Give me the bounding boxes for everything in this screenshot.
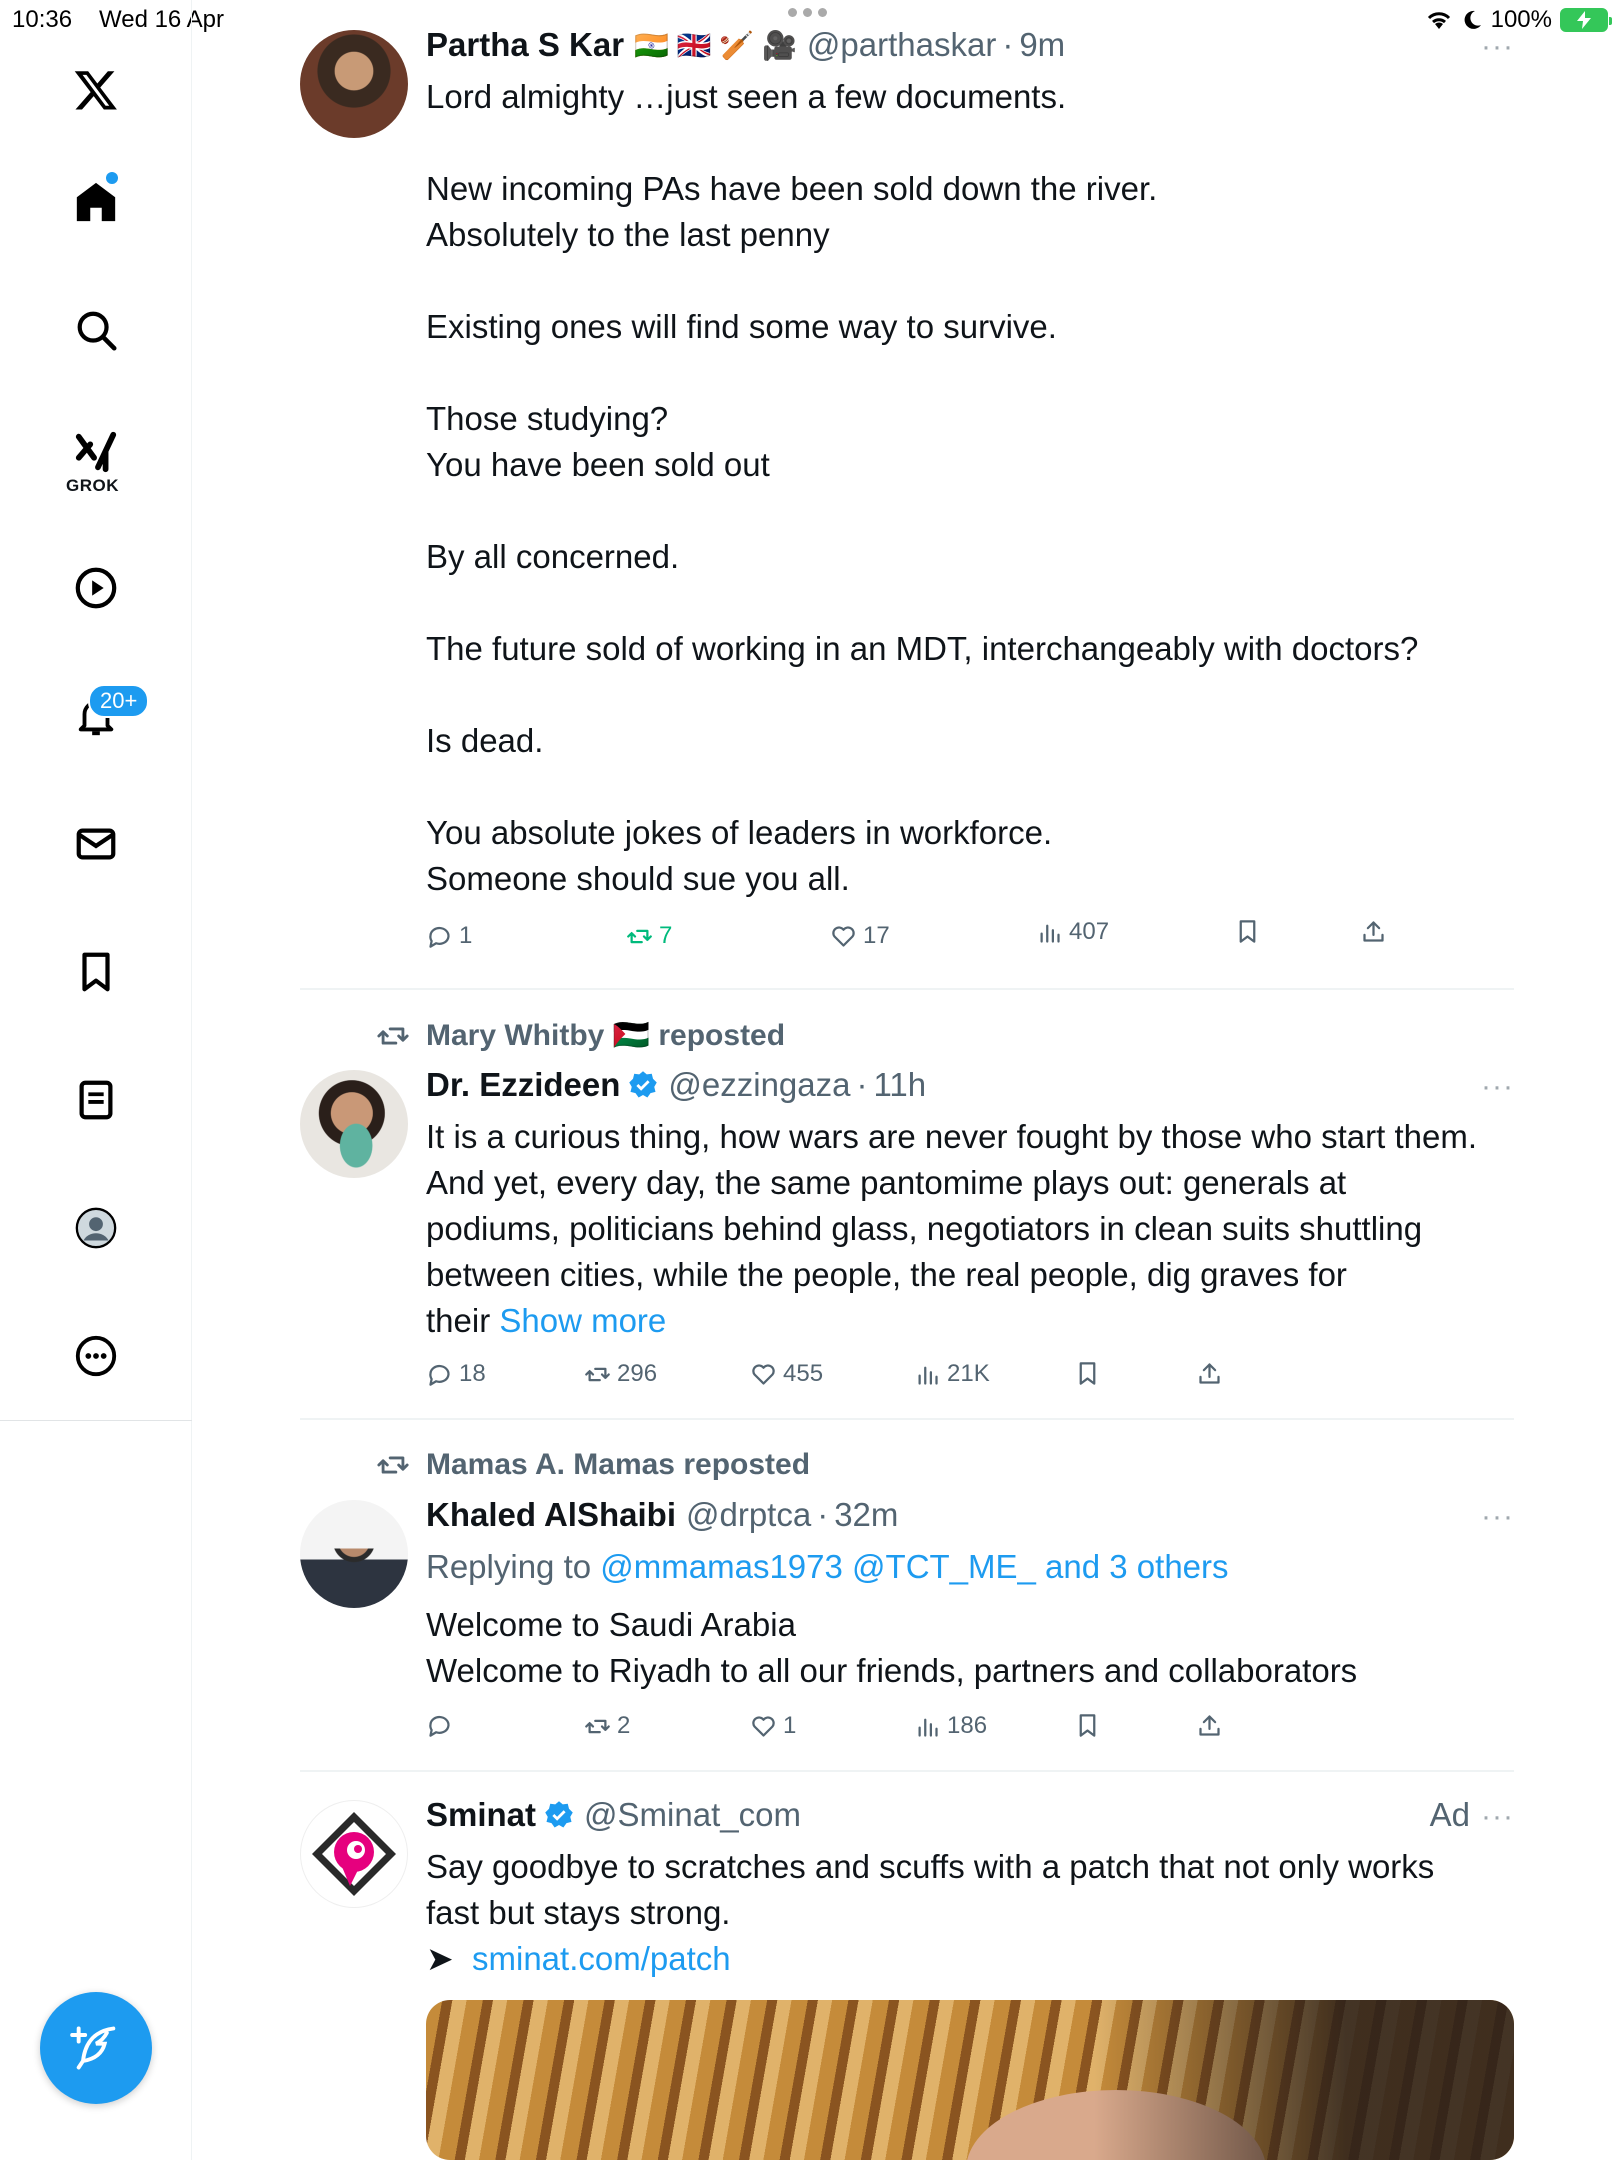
repost-count: 296 xyxy=(617,1360,658,1387)
author-handle[interactable]: @parthaskar xyxy=(806,26,997,63)
tweet-line: You have been sold out xyxy=(426,446,770,483)
reply-count: 18 xyxy=(459,1360,486,1387)
tweet[interactable] xyxy=(300,990,1514,1420)
view-count: 21K xyxy=(947,1360,990,1387)
tweet-header: Dr. Ezzideen @ezzingaza · 11h xyxy=(426,1066,927,1103)
tweet-text xyxy=(426,74,1514,902)
ad-media-image[interactable] xyxy=(426,2000,1514,2160)
tweet-line: It is a curious thing, how wars are never fought by those who start them. xyxy=(426,1118,1478,1155)
reposted-by[interactable] xyxy=(426,1448,810,1482)
tweet-time[interactable]: 32m xyxy=(834,1496,899,1533)
verified-badge-icon xyxy=(628,1070,658,1100)
reply-icon xyxy=(426,1712,453,1739)
tweet-line: Those studying? xyxy=(426,400,669,437)
tweet-line: You absolute jokes of leaders in workforce. xyxy=(426,814,1053,851)
tweet-time[interactable]: 9m xyxy=(1019,26,1066,63)
views-button[interactable] xyxy=(914,1360,990,1388)
bookmark-icon xyxy=(1074,1712,1101,1739)
home-unread-dot xyxy=(106,172,118,184)
bookmark-button[interactable] xyxy=(1234,918,1261,945)
more-options-icon[interactable]: ··· xyxy=(1481,1800,1514,1833)
view-count: 186 xyxy=(947,1712,988,1739)
mail-icon[interactable] xyxy=(64,812,128,876)
avatar[interactable] xyxy=(300,1800,408,1908)
profile-icon[interactable] xyxy=(64,1196,128,1260)
like-count: 455 xyxy=(783,1360,824,1387)
views-button[interactable] xyxy=(914,1712,987,1740)
tweet-line: podiums, politicians behind glass, negotiators in clean suits shuttling xyxy=(426,1210,1423,1247)
compose-icon xyxy=(70,2022,122,2074)
tweet-line: New incoming PAs have been sold down the river. xyxy=(426,170,1158,207)
reply-icon xyxy=(426,1361,453,1388)
like-count: 17 xyxy=(863,922,890,949)
bookmark-button[interactable] xyxy=(1074,1360,1101,1387)
avatar[interactable] xyxy=(300,1070,408,1178)
reply-icon xyxy=(426,923,453,950)
search-icon[interactable] xyxy=(64,298,128,362)
tweet-text xyxy=(426,1114,1514,1344)
tweet-line: And yet, every day, the same pantomime plays out: generals at xyxy=(426,1164,1347,1201)
home-icon[interactable] xyxy=(64,170,128,234)
replying-to xyxy=(426,1544,1514,1590)
author-handle[interactable]: @drptca xyxy=(685,1496,812,1533)
sidebar-divider xyxy=(0,1420,192,1421)
repost-icon xyxy=(376,1019,410,1053)
author-name[interactable]: Khaled AlShaibi xyxy=(426,1496,676,1533)
more-options-icon[interactable]: ··· xyxy=(1481,1500,1514,1533)
battery-charging-icon xyxy=(1560,8,1608,32)
avatar[interactable] xyxy=(300,1500,408,1608)
tweet-line: Someone should sue you all. xyxy=(426,860,850,897)
heart-icon xyxy=(750,1713,777,1740)
media-shade xyxy=(1094,2000,1514,2160)
more-options-icon[interactable]: ··· xyxy=(1481,30,1514,63)
reply-count: 1 xyxy=(459,922,473,949)
repost-count: 7 xyxy=(659,922,673,949)
share-button[interactable] xyxy=(1196,1360,1223,1387)
grok-label: GROK xyxy=(66,476,119,495)
repost-button[interactable] xyxy=(584,1360,657,1388)
author-name[interactable]: Sminat xyxy=(426,1796,537,1833)
repost-button[interactable] xyxy=(626,922,672,950)
tweet-text xyxy=(426,1602,1514,1694)
like-button[interactable] xyxy=(750,1712,796,1740)
arrow-icon: ➤ xyxy=(426,1940,454,1977)
reposted-by[interactable] xyxy=(426,1018,785,1053)
repost-icon xyxy=(626,923,653,950)
reply-button[interactable] xyxy=(426,922,472,950)
share-button[interactable] xyxy=(1196,1712,1223,1739)
status-time: 10:36 xyxy=(12,6,73,33)
ad-link[interactable]: sminat.com/patch xyxy=(472,1940,731,1977)
avatar[interactable] xyxy=(300,30,408,138)
tweet-actions xyxy=(426,1360,1426,1400)
x-logo-icon[interactable] xyxy=(64,58,128,122)
tweet-header xyxy=(426,1796,801,1834)
tweet-line: Say goodbye to scratches and scuffs with a patch that not only works xyxy=(426,1848,1435,1885)
tweet-line: Welcome to Riyadh to all our friends, partners and collaborators xyxy=(426,1652,1358,1689)
bookmark-icon[interactable] xyxy=(64,940,128,1004)
share-button[interactable] xyxy=(1360,918,1387,945)
like-count: 1 xyxy=(783,1712,797,1739)
tweet-line: Welcome to Saudi Arabia xyxy=(426,1606,796,1643)
tweet-actions xyxy=(426,1712,1426,1752)
tweet-line: their xyxy=(426,1302,491,1339)
tweet-actions xyxy=(426,918,1426,962)
tweet-line: Is dead. xyxy=(426,722,544,759)
tweet-line: Lord almighty …just seen a few documents. xyxy=(426,78,1067,115)
author-name[interactable]: Dr. Ezzideen xyxy=(426,1066,621,1103)
play-icon[interactable] xyxy=(64,556,128,620)
views-icon xyxy=(914,1713,941,1740)
replying-prefix: Replying to xyxy=(426,1548,592,1585)
share-icon xyxy=(1360,918,1387,945)
tweet-text xyxy=(426,1844,1514,1982)
repost-icon xyxy=(584,1361,611,1388)
more-options-icon[interactable]: ··· xyxy=(1481,1070,1514,1103)
bookmark-icon xyxy=(1234,918,1261,945)
like-button[interactable] xyxy=(830,922,890,950)
tweet[interactable] xyxy=(300,1420,1514,1772)
status-date: Wed 16 Apr xyxy=(99,6,224,33)
share-icon xyxy=(1196,1712,1223,1739)
tweet-header: Khaled AlShaibi @drptca · 32m xyxy=(426,1496,899,1533)
author-handle[interactable]: @ezzingaza xyxy=(668,1066,851,1103)
replying-to-links[interactable]: @mmamas1973 @TCT_ME_ and 3 others xyxy=(600,1548,1229,1585)
like-button[interactable] xyxy=(750,1360,823,1388)
reply-button[interactable] xyxy=(426,1360,486,1388)
view-count: 407 xyxy=(1069,918,1110,945)
battery-percent: 100% xyxy=(1490,6,1552,33)
repost-button[interactable] xyxy=(584,1712,630,1740)
verified-badge-icon xyxy=(544,1800,574,1830)
reply-button[interactable] xyxy=(426,1712,453,1739)
sidebar xyxy=(0,0,192,2160)
notifications-badge: 20+ xyxy=(88,684,149,718)
tweet-line: The future sold of working in an MDT, interchangeably with doctors? xyxy=(426,630,1419,667)
tweet-line: between cities, while the people, the real people, dig graves for xyxy=(426,1256,1347,1293)
repost-count: 2 xyxy=(617,1712,631,1739)
tweet[interactable] xyxy=(300,0,1514,990)
ad-label: Ad xyxy=(1429,1796,1470,1833)
reposted-by-text: Mary Whitby 🇵🇸 reposted xyxy=(426,1019,786,1052)
more-circle-icon[interactable] xyxy=(64,1324,128,1388)
share-icon xyxy=(1196,1360,1223,1387)
tweet-header: Partha S Kar 🇮🇳 🇬🇧 🏏 🎥 @parthaskar · 9m xyxy=(426,26,1066,63)
compose-button[interactable] xyxy=(40,1992,152,2104)
author-flags: 🇮🇳 🇬🇧 🏏 🎥 xyxy=(634,29,797,61)
author-handle[interactable]: @Sminat_com xyxy=(584,1796,801,1833)
repost-icon xyxy=(584,1713,611,1740)
views-button[interactable] xyxy=(1036,918,1109,946)
heart-icon xyxy=(750,1361,777,1388)
views-icon xyxy=(1036,919,1063,946)
tweet-line: Absolutely to the last penny xyxy=(426,216,830,253)
views-icon xyxy=(914,1361,941,1388)
ad-tweet[interactable] xyxy=(300,1772,1514,2160)
bookmark-icon xyxy=(1074,1360,1101,1387)
reposted-by-text: Mamas A. Mamas reposted xyxy=(426,1448,811,1481)
author-name[interactable]: Partha S Kar xyxy=(426,26,625,63)
tweet-line: fast but stays strong. xyxy=(426,1894,731,1931)
heart-icon xyxy=(830,923,857,950)
tweet-time[interactable]: 11h xyxy=(873,1066,927,1103)
bookmark-button[interactable] xyxy=(1074,1712,1101,1739)
tweet-line: By all concerned. xyxy=(426,538,680,575)
grok-icon[interactable] xyxy=(64,420,128,484)
repost-icon xyxy=(376,1448,410,1482)
tweet-line: Existing ones will find some way to survive. xyxy=(426,308,1057,345)
show-more-link[interactable]: Show more xyxy=(499,1302,667,1339)
list-icon[interactable] xyxy=(64,1068,128,1132)
